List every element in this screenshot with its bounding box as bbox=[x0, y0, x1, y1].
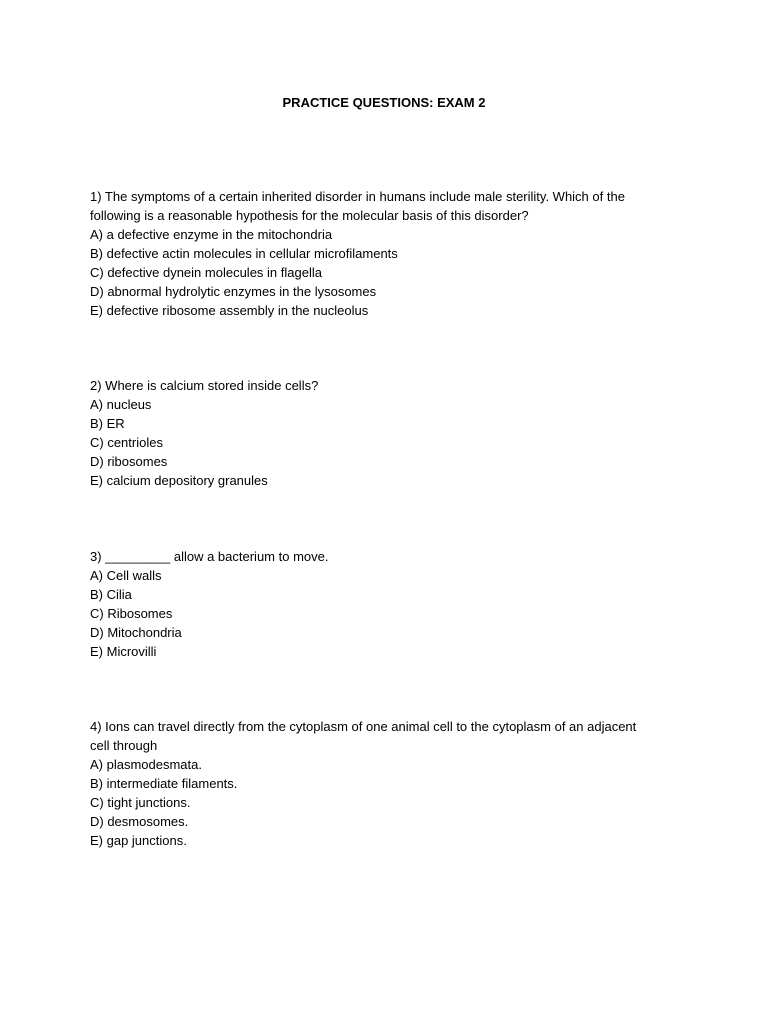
question-3 bbox=[90, 547, 690, 661]
question-1-option-d: D) abnormal hydrolytic enzymes in the lysosomes bbox=[90, 284, 377, 299]
page-title: PRACTICE QUESTIONS: EXAM 2 bbox=[282, 95, 486, 110]
question-1-stem-line-1: 1) The symptoms of a certain inherited disorder in humans include male sterility. Which of the bbox=[90, 189, 625, 204]
question-4 bbox=[90, 717, 690, 850]
question-2 bbox=[90, 376, 690, 490]
question-1-option-c: C) defective dynein molecules in flagella bbox=[90, 265, 322, 280]
question-3-option-b: B) Cilia bbox=[90, 587, 132, 602]
question-3-stem-line-1: 3) _________ allow a bacterium to move. bbox=[90, 549, 329, 564]
question-2-option-b: B) ER bbox=[90, 416, 125, 431]
question-4-option-e: E) gap junctions. bbox=[90, 833, 187, 848]
question-1-stem-line-2: following is a reasonable hypothesis for the molecular basis of this disorder? bbox=[90, 208, 529, 223]
question-1-option-a: A) a defective enzyme in the mitochondria bbox=[90, 227, 333, 242]
question-3-option-c: C) Ribosomes bbox=[90, 606, 173, 621]
question-4-stem-line-2: cell through bbox=[90, 738, 158, 753]
question-4-option-d: D) desmosomes. bbox=[90, 814, 189, 829]
question-2-option-c: C) centrioles bbox=[90, 435, 163, 450]
question-1-option-b: B) defective actin molecules in cellular microfilaments bbox=[90, 246, 398, 261]
question-3-option-e: E) Microvilli bbox=[90, 644, 157, 659]
question-2-option-e: E) calcium depository granules bbox=[90, 473, 268, 488]
question-2-stem-line-1: 2) Where is calcium stored inside cells? bbox=[90, 378, 319, 393]
question-1 bbox=[90, 187, 690, 320]
question-1-option-e: E) defective ribosome assembly in the nucleolus bbox=[90, 303, 369, 318]
question-3-option-a: A) Cell walls bbox=[90, 568, 162, 583]
question-2-option-d: D) ribosomes bbox=[90, 454, 168, 469]
question-4-option-b: B) intermediate filaments. bbox=[90, 776, 238, 791]
question-4-stem-line-1: 4) Ions can travel directly from the cytoplasm of one animal cell to the cytoplasm of an adjacent bbox=[90, 719, 637, 734]
question-4-option-c: C) tight junctions. bbox=[90, 795, 191, 810]
question-4-option-a: A) plasmodesmata. bbox=[90, 757, 202, 772]
question-2-option-a: A) nucleus bbox=[90, 397, 152, 412]
question-3-option-d: D) Mitochondria bbox=[90, 625, 182, 640]
